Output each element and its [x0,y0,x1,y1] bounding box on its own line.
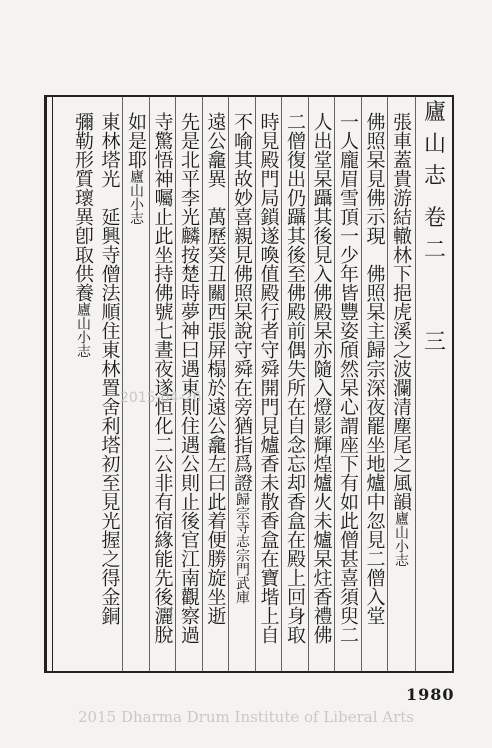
text-column [362,112,388,672]
text-column [97,112,123,672]
column-text: 寺驚悟神囑止此坐持佛號七晝夜遂恒化二公非有宿緣能先後灑脫 [151,112,174,644]
column-text: 一人龐眉雪頂一少年皆豐姿頎然杲心謂座下有如此僧甚喜須臾二 [337,112,359,644]
column-source-note: 廬山小志 [75,302,91,358]
column-source-note: 廬山小志 [393,511,409,567]
column-text: 先是北平李光麟按楚時夢神曰遇東則住遇公則止後官江南觀察過 [178,112,200,644]
page-number: 1980 [406,685,455,704]
column-text: 如是耶 [125,112,147,169]
column-source-note: 廬山小志 [128,169,144,225]
text-column [335,112,361,672]
margin-title-char: 卷 [423,206,446,231]
text-column [70,112,96,672]
text-column [203,112,229,672]
text-column [388,112,414,672]
column-text: 佛照杲見佛示現 佛照杲主歸宗深夜罷坐地爐中忽見二僧入堂 [363,112,386,625]
text-column [256,112,282,672]
scan-watermark: 2015-04-26 [120,390,202,406]
column-source-note: 歸宗寺志宗門武庫 [234,492,250,604]
column-text: 時見殿門局鎖遂喚值殿行者守舜開門見爐香未散香盒在寶堦上自 [257,112,280,644]
text-column [309,112,335,672]
text-column [282,112,308,672]
margin-title-char: 二 [423,238,446,263]
column-text: 遠公龕異 萬歷癸丑關西張屏榻於遠公龕左曰此着便勝旋坐逝 [204,112,227,625]
footer-credit: 2015 Dharma Drum Institute of Liberal Arts [78,708,414,726]
margin-title-char: 山 [423,132,446,157]
column-text: 二僧復出仍躡其後至佛殿前偶失所在自念忘却香盒在殿上回身取 [284,112,306,644]
column-text: 彌勒形質瓌異卽取供養 [72,112,94,302]
column-text: 不喻其故妙喜親見佛照杲說守舜在旁猶指爲證 [231,112,253,492]
column-text: 東林塔光 延興寺僧法順住東林置舍利塔初至見光握之得金銅 [98,112,121,625]
column-text: 人出堂杲躡其後見入佛殿杲亦隨入燈影輝煌爐火未爐杲炷香禮佛 [310,112,333,644]
margin-title-char: 志 [423,164,446,189]
text-column [229,112,255,672]
column-text: 張車蓋貴游結轍林下挹虎溪之波瀾清塵尾之風韻 [390,112,412,511]
inner-border-rule [52,96,53,672]
margin-title-char: 廬 [423,100,446,125]
margin-leaf-number: 三 [423,330,446,355]
